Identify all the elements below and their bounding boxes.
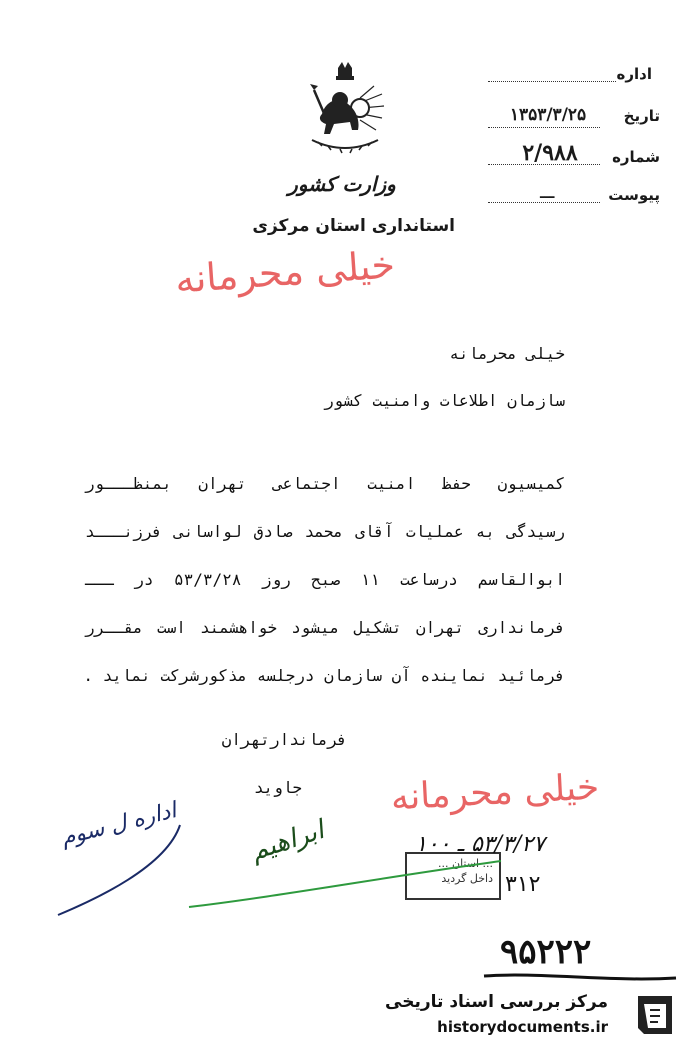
field-number-label: شماره bbox=[612, 148, 660, 166]
field-number-value: ۲/۹۸۸ bbox=[522, 140, 578, 166]
field-attachment-label: پیوست bbox=[608, 186, 660, 204]
watermark-url: historydocuments.ir bbox=[437, 1018, 608, 1036]
registration-number: ۵۳/۳/۲۷ ـ ۱۰۰ bbox=[415, 832, 545, 857]
field-department-line bbox=[488, 81, 616, 82]
top-confidential-stamp: خیلی محرمانه bbox=[173, 242, 397, 302]
left-handwritten-note: اداره ل سوم bbox=[58, 798, 179, 851]
watermark-title: مرکز بررسی اسناد تاریخی bbox=[385, 992, 608, 1012]
field-attachment-value: ـــ bbox=[540, 186, 555, 202]
body-line: فرمائید نماینده آن سازمان درجلسه مذکورشرکت نماید . bbox=[83, 666, 565, 685]
body-line: کمیسیون حفظ امنیت اجتماعی تهران بمنظـــور bbox=[85, 474, 565, 493]
archive-number: ۹۵۲۲۲ bbox=[500, 932, 592, 972]
registration-box-line: ... استان ... bbox=[438, 857, 493, 870]
registration-box-line: داخل گردید bbox=[441, 872, 493, 885]
field-date-label: تاریخ bbox=[623, 107, 660, 125]
sender-line: فرماندارتهران bbox=[221, 730, 347, 749]
field-date-line bbox=[488, 127, 600, 128]
green-underline-stroke bbox=[185, 855, 505, 915]
governorate-title: استانداری استان مرکزی bbox=[252, 216, 455, 236]
body-line: ابوالقاسم درساعت ۱۱ صبح روز ۵۳/۳/۲۸ در ـــ bbox=[85, 570, 566, 589]
archive-underline-stroke bbox=[480, 968, 680, 988]
watermark-logo-icon bbox=[630, 990, 680, 1040]
field-department-label: اداره bbox=[616, 65, 652, 83]
body-line: فرمانداری تهران تشکیل میشود خواهشمند است مقــرر bbox=[85, 618, 565, 637]
lion-and-sun-emblem-icon bbox=[300, 60, 390, 160]
field-attachment-line bbox=[488, 202, 600, 203]
field-date-value: ۱۳۵۳/۳/۲۵ bbox=[509, 105, 587, 125]
body-line: رسیدگی به عملیات آقای محمد صادق لواسانی فرزنـــد bbox=[85, 522, 565, 541]
classification-line: خیلی محرمانه bbox=[449, 344, 565, 363]
signatory-line: جاوید bbox=[253, 778, 302, 797]
registration-sub-number: ۳۱۲ bbox=[505, 872, 541, 897]
bottom-confidential-stamp: خیلی محرمانه bbox=[389, 766, 601, 819]
signature-mark: ابراهیم bbox=[247, 815, 328, 867]
recipient-line: سازمان اطلاعات وامنیت کشور bbox=[324, 391, 565, 410]
ministry-title: وزارت کشور bbox=[288, 172, 396, 196]
